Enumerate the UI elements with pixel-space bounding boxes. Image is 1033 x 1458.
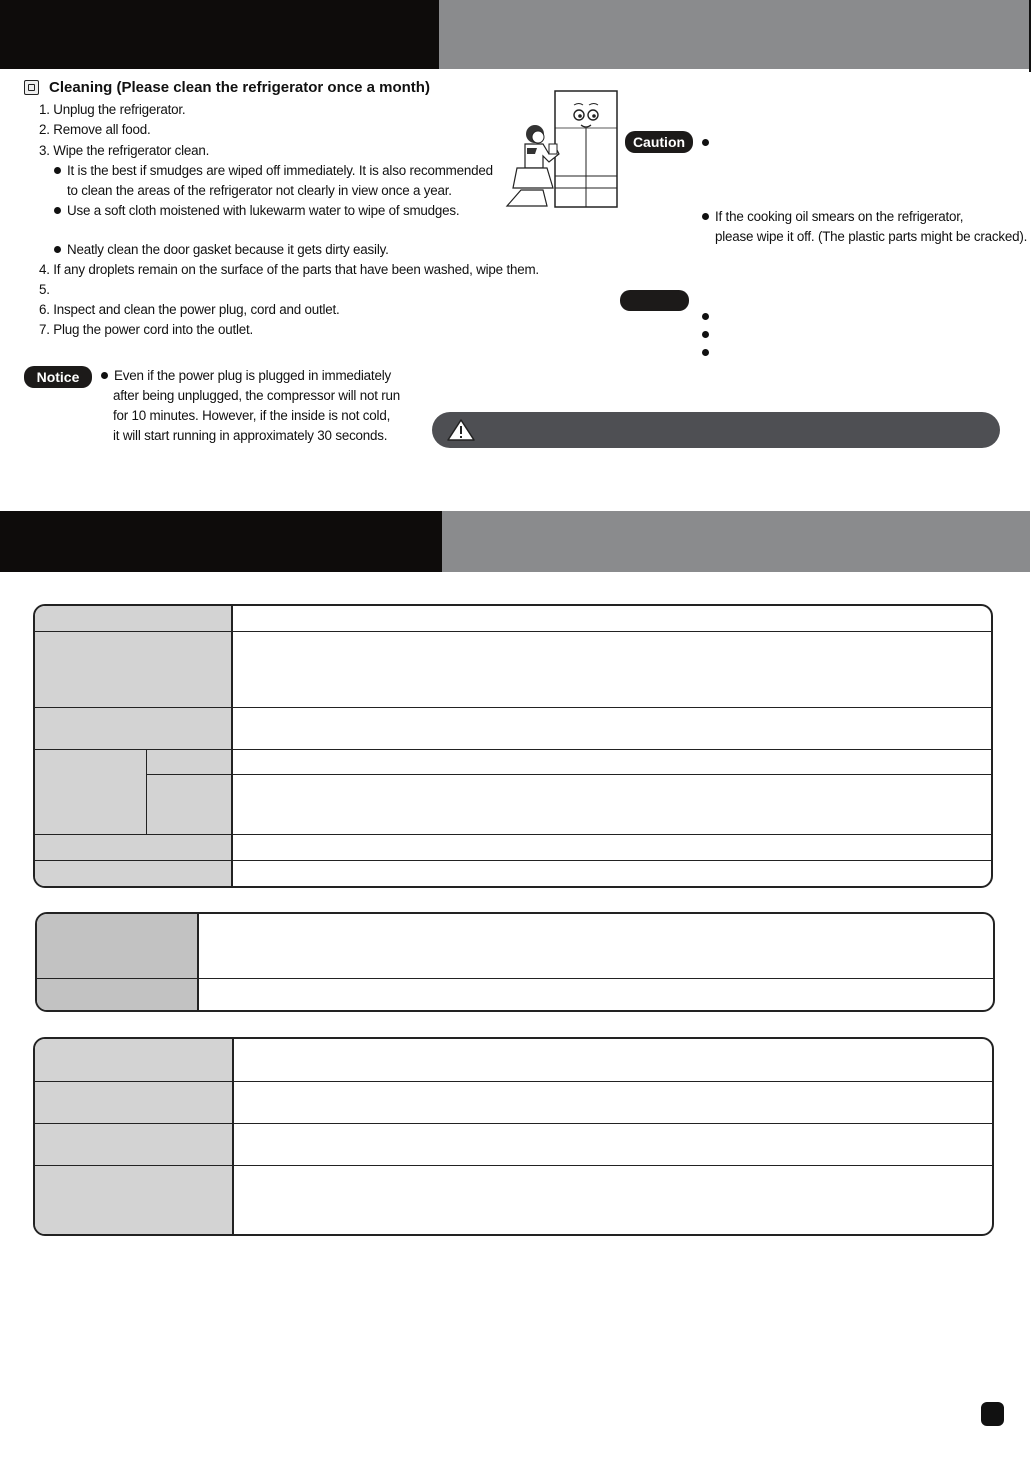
step-3: 3. Wipe the refrigerator clean. [39,143,210,158]
row-header [35,1082,234,1123]
bullet-door-gasket [54,240,389,260]
bullet-door-gasket-text: Neatly clean the door gasket because it gets dirty easily. [67,242,389,257]
notice-line-1 [101,366,391,386]
edge-line [1029,0,1031,72]
spec-table-1 [33,604,993,888]
sub-header [146,775,232,834]
cleaning-illustration [503,88,623,213]
row-header [37,979,199,1010]
row-header [35,1124,234,1165]
bullet-soft-cloth [54,201,459,221]
bullet-smudges-text: It is the best if smudges are wiped off immediately. It is also recommended [67,163,493,178]
sub-header [146,750,232,775]
caution-oil-line-1 [702,207,963,227]
step-2: 2. Remove all food. [39,122,151,137]
caution-oil-line-1-text: If the cooking oil smears on the refrigerator, [715,209,964,224]
cleaning-section-title [24,79,430,96]
bullet-dot-icon [702,213,709,220]
second-header-band [0,511,1030,572]
table-row [35,1166,992,1234]
header-gray-block [439,0,1030,69]
row-divider [233,774,991,775]
notice-badge: Notice [24,366,92,388]
table-row [35,861,991,886]
row-header [35,861,233,886]
notice-line-1-text: Even if the power plug is plugged in immediately [114,368,391,383]
warning-triangle-icon [446,418,476,442]
table-row [35,1082,992,1124]
header-gray-block [442,511,1030,572]
table-row [35,750,991,835]
spec-table-3 [33,1037,994,1236]
bullet-dot-icon [101,372,108,379]
row-header [35,606,233,631]
caution-oil-line-2: please wipe it off. (The plastic parts might be cracked). [715,229,1028,244]
step-7: 7. Plug the power cord into the outlet. [39,322,254,337]
step-1: 1. Unplug the refrigerator. [39,102,186,117]
bullet-dot-icon [54,207,61,214]
notice-line-4: it will start running in approximately 30 seconds. [113,428,388,443]
page-number-badge [981,1402,1004,1426]
caution-badge: Caution [625,131,693,153]
notice-line-3: for 10 minutes. However, if the inside is not cold, [113,408,391,423]
table-row [35,1039,992,1082]
table-row [35,632,991,708]
header-dark-block [0,0,439,69]
table-row [35,1124,992,1166]
blank-badge [620,290,689,311]
row-header [35,1166,234,1234]
row-header [35,632,233,707]
spec-table-2 [35,912,995,1012]
step-5: 5. [39,282,50,297]
step-6: 6. Inspect and clean the power plug, cord and outlet. [39,302,340,317]
top-header-band [0,0,1030,69]
caution-bullet-icon [702,139,709,146]
header-dark-block [0,511,442,572]
bullet-dot-icon [54,246,61,253]
table-row [35,835,991,861]
bullet-smudges [54,161,493,181]
table-row [37,914,993,979]
notice-line-2: after being unplugged, the compressor will not run [113,388,401,403]
bullet-soft-cloth-text: Use a soft cloth moistened with lukewarm water to wipe of smudges. [67,203,460,218]
row-header [35,835,233,860]
list-bullet-icon [702,313,709,320]
row-header [37,914,199,978]
cleaning-title-text: Cleaning (Please clean the refrigerator once a month) [49,79,430,96]
bullet-smudges-cont: to clean the areas of the refrigerator not clearly in view once a year. [67,183,452,198]
checkbox-square-icon [24,80,39,95]
row-header [35,708,233,749]
table-row [37,979,993,1010]
warning-bar [432,412,1000,448]
bullet-dot-icon [54,167,61,174]
row-header [35,1039,234,1081]
table-row [35,708,991,750]
list-bullet-icon [702,331,709,338]
table-row [35,606,991,632]
step-4: 4. If any droplets remain on the surface of the parts that have been washed, wipe them. [39,262,539,277]
list-bullet-icon [702,349,709,356]
